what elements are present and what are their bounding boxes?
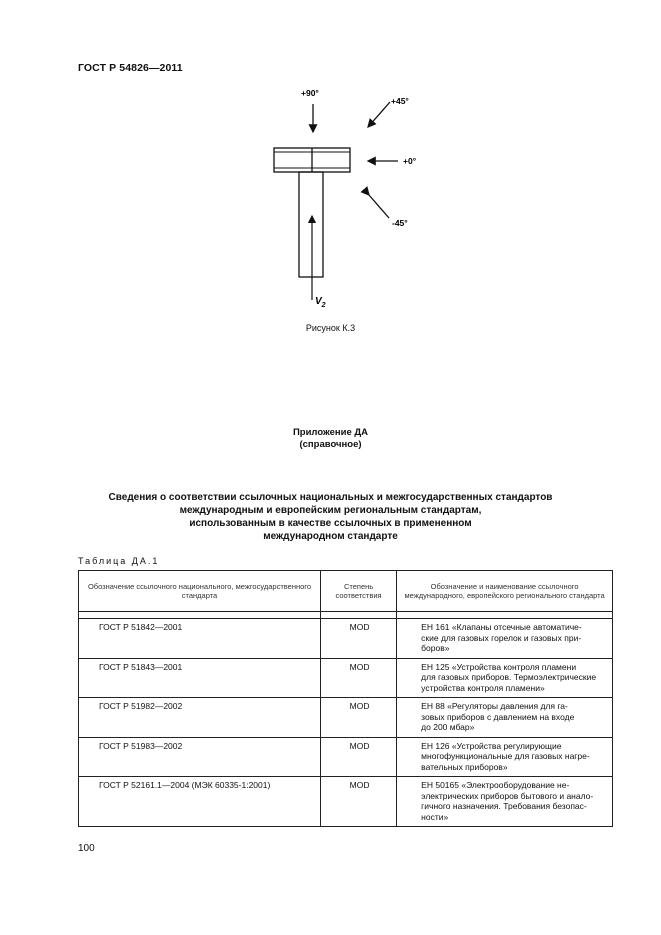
arrow-lower-right bbox=[369, 195, 389, 218]
figure-caption: Рисунок К.3 bbox=[305, 323, 356, 333]
page-number: 100 bbox=[78, 843, 95, 854]
table-row bbox=[79, 777, 613, 827]
table-row bbox=[79, 698, 613, 738]
table-row bbox=[79, 658, 613, 698]
cell-degree: MOD bbox=[320, 777, 396, 827]
cell-reference: ЕН 161 «Клапаны отсечные автоматиче- ские для газовых горелок и газовых при- боров» bbox=[397, 619, 613, 659]
header-col-degree: Степень соответствия bbox=[320, 571, 396, 612]
cell-standard: ГОСТ Р 51982—2002 bbox=[79, 698, 321, 738]
label-lower-right: -45° bbox=[392, 218, 408, 228]
cell-degree: MOD bbox=[320, 619, 396, 659]
cell-standard: ГОСТ Р 51842—2001 bbox=[79, 619, 321, 659]
figure-k3 bbox=[250, 82, 450, 312]
label-v2: $V_2$ bbox=[315, 296, 326, 309]
table-row bbox=[79, 737, 613, 777]
cell-reference: ЕН 50165 «Электрооборудование не- электрических приборов бытового и анало- гичного назначения. Требования безопас- ности» bbox=[397, 777, 613, 827]
stem bbox=[299, 172, 323, 277]
section-title-line: международном стандарте bbox=[263, 531, 398, 542]
flange-diagram bbox=[250, 82, 450, 312]
correspondence-table bbox=[78, 570, 613, 827]
header-col-standard: Обозначение ссылочного национального, межгосударственного стандарта bbox=[79, 571, 321, 612]
cell-standard: ГОСТ Р 52161.1—2004 (МЭК 60335-1:2001) bbox=[79, 777, 321, 827]
appendix-subtitle: (справочное) bbox=[299, 439, 362, 450]
table-label: Таблица ДА.1 bbox=[78, 556, 160, 566]
section-title-line: международным и европейским региональным стандартам, bbox=[179, 505, 482, 516]
section-title-line: использованным в качестве ссылочных в примененном bbox=[189, 518, 472, 529]
cell-reference: ЕН 88 «Регуляторы давления для га- зовых приборов с давлением на входе до 200 мбар» bbox=[397, 698, 613, 738]
header-col-reference: Обозначение и наименование ссылочного международного, европейского регионального стандарта bbox=[397, 571, 613, 612]
section-title-line: Сведения о соответствии ссылочных национальных и межгосударственных стандартов bbox=[108, 492, 553, 503]
appendix-heading bbox=[0, 427, 661, 451]
label-upper-right: +45° bbox=[391, 96, 409, 106]
cell-reference: ЕН 125 «Устройства контроля пламени для газовых приборов. Термоэлектрические устройства контроля пламени» bbox=[397, 658, 613, 698]
document-header: ГОСТ Р 54826—2011 bbox=[78, 62, 183, 74]
cell-degree: MOD bbox=[320, 658, 396, 698]
table-header-row bbox=[79, 571, 613, 612]
cell-degree: MOD bbox=[320, 737, 396, 777]
label-right: +0° bbox=[403, 156, 417, 166]
appendix-title: Приложение ДА bbox=[292, 427, 369, 438]
section-title bbox=[0, 491, 661, 543]
label-top: +90° bbox=[301, 88, 319, 98]
cell-degree: MOD bbox=[320, 698, 396, 738]
table-row bbox=[79, 619, 613, 659]
cell-standard: ГОСТ Р 51843—2001 bbox=[79, 658, 321, 698]
arrow-upper-right bbox=[368, 102, 390, 127]
cell-standard: ГОСТ Р 51983—2002 bbox=[79, 737, 321, 777]
cell-reference: ЕН 126 «Устройства регулирующие многофункциональные для газовых нагре- вательных приборов» bbox=[397, 737, 613, 777]
